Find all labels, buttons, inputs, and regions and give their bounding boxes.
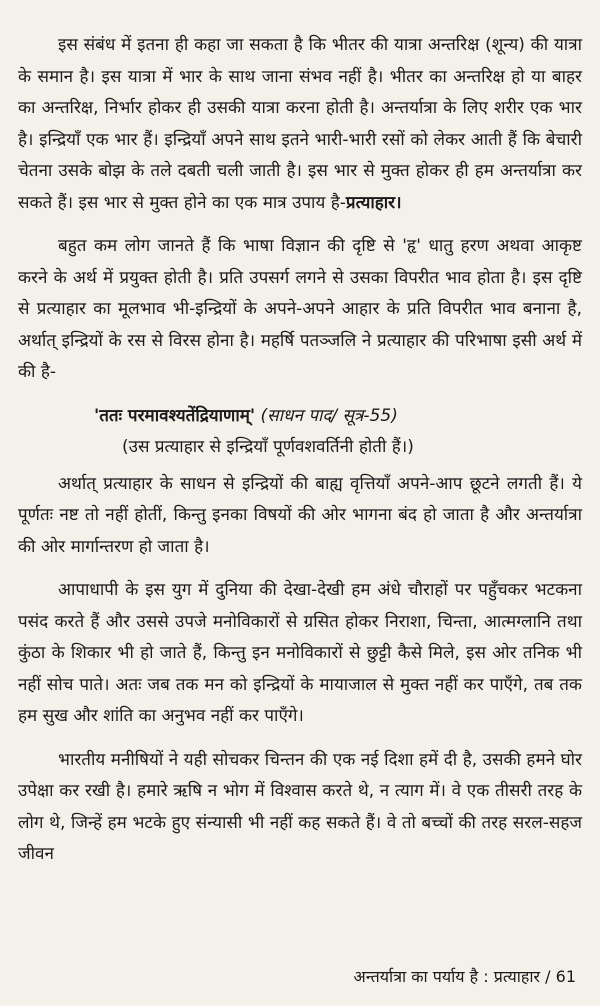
paragraph-2: बहुत कम लोग जानते हैं कि भाषा विज्ञान की दृष्टि से 'हृ' धातु हरण अथवा आकृष्ट करने के अर्थ में प्रयुक्त होती है। प्रति उपसर्ग लगने से उसका विपरीत भाव होता है। इस दृष्टि से प्रत्याहार का मूलभाव भी-इन्द्रियों के अपने-अपने आहार के प्रति विपरीत भाव बनाना है, अर्थात् इन्द्रियों के रस से विरस होना है। महर्षि पतञ्जलि ने प्रत्याहार की परिभाषा इसी अर्थ में की है-: [18, 236, 582, 382]
sutra-translation: (उस प्रत्याहार से इन्द्रियाँ पूर्णवशवर्तिनी होती हैं।): [122, 436, 414, 457]
sutra-source: (साधन पाद/ सूत्र-55): [260, 405, 398, 426]
paragraph-4: आपाधापी के इस युग में दुनिया की देखा-देखी हम अंधे चौराहों पर पहुँचकर भटकना पसंद करते हैं और उससे उपजे मनोविकारों से ग्रसित होकर निराशा, चिन्ता, आत्मग्लानि तथा कुंठा के शिकार भी हो जाते हैं, किन्तु इन मनोविकारों से छुट्टी कैसे मिले, इस ओर तनिक भी नहीं सोच पाते। अतः जब तक मन को इन्द्रियों के मायाजाल से मुक्त नहीं कर पाएँगे, तब तक हम सुख और शांति का अनुभव नहीं कर पाएँगे।: [18, 580, 582, 726]
page-number: 61: [555, 967, 576, 986]
paragraph-5: भारतीय मनीषियों ने यही सोचकर चिन्तन की एक नई दिशा हमें दी है, उसकी हमने घोर उपेक्षा कर रखी है। हमारे ऋषि न भोग में विश्वास करते थे, न त्याग में। वे एक तीसरी तरह के लोग थे, जिन्हें हम भटके हुए संन्यासी भी नहीं कह सकते हैं। वे तो बच्चों की तरह सरल-सहज जीवन: [18, 749, 582, 864]
paragraph-1-bold-term: प्रत्याहार।: [345, 192, 402, 213]
paragraph-3: अर्थात् प्रत्याहार के साधन से इन्द्रियों की बाह्य वृत्तियाँ अपने-आप छूटने लगती हैं। ये पूर्णतः नष्ट तो नहीं होतीं, किन्तु इनका विषयों की ओर भागना बंद हो जाता है और अन्तर्यात्रा की ओर मार्गान्तरण हो जाता है।: [18, 473, 582, 557]
running-head: अन्तर्यात्रा का पर्याय है : प्रत्याहार /: [353, 967, 551, 986]
paragraph-1: [18, 30, 582, 219]
sutra-quote: [18, 401, 582, 432]
sutra-text: 'ततः परमावश्यतेंद्रियाणाम्': [94, 405, 256, 426]
paragraph-1-text: इस संबंध में इतना ही कहा जा सकता है कि भीतर की यात्रा अन्तरिक्ष (शून्य) की यात्रा के समान है। इस यात्रा में भार के साथ जाना संभव नहीं है। भीतर का अन्तरिक्ष हो या बाहर का अन्तरिक्ष, निर्भार होकर ही उसकी यात्रा करना होती है। अन्तर्यात्रा के लिए शरीर एक भार है। इन्द्रियाँ एक भार हैं। इन्द्रियाँ अपने साथ इतने भारी-भारी रसों को लेकर आती हैं कि बेचारी चेतना उसके बोझ के तले दबती चली जाती है। इस भार से मुक्त होकर ही हम अन्तर्यात्रा कर सकते हैं। इस भार से मुक्त होने का एक मात्र उपाय है-: [18, 35, 582, 213]
page-footer: [354, 965, 577, 989]
